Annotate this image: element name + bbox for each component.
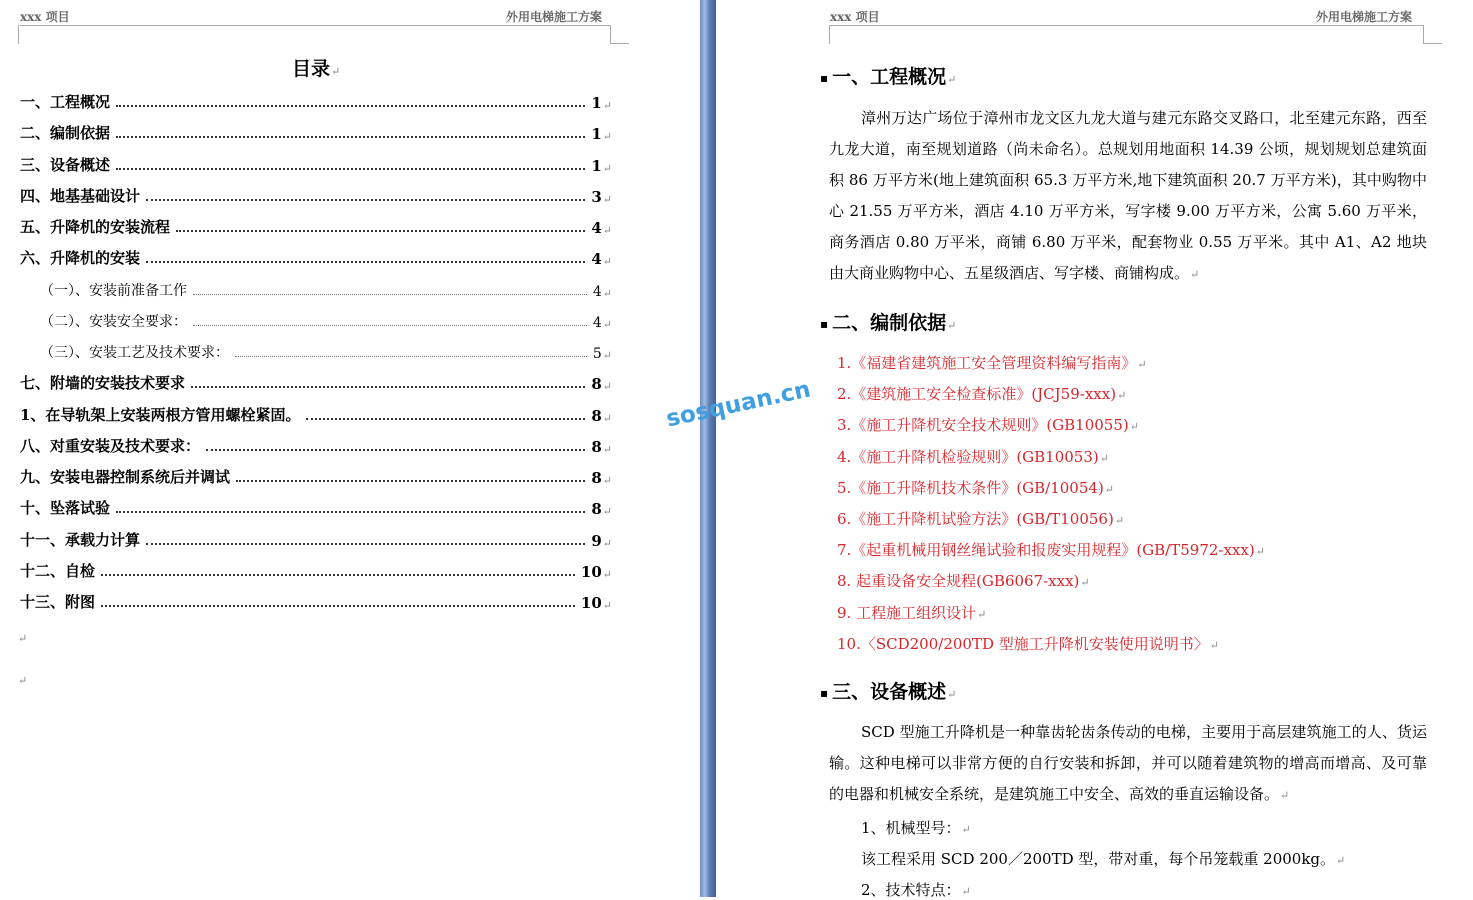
toc-entry-page: 1	[591, 94, 602, 112]
document-page-left	[0, 0, 700, 897]
toc-entry-label: （二）、安装安全要求：	[40, 313, 187, 330]
crop-mark-left	[806, 25, 830, 44]
toc-entry-page: 10	[580, 594, 602, 612]
toc-entry-label: （一）、安装前准备工作	[40, 282, 187, 299]
crop-mark-left	[0, 25, 19, 44]
reference-item	[837, 570, 1090, 591]
toc-entry-label: 十一、承载力计算	[20, 530, 141, 549]
toc-entry[interactable]	[20, 465, 612, 487]
toc-leader-dots	[306, 418, 585, 420]
paragraph-mark: ↵	[602, 317, 612, 331]
toc-leader-dots	[193, 294, 587, 295]
header-rule	[20, 25, 610, 26]
paragraph-mark: ↵	[602, 130, 612, 144]
toc-entry-label: 1、在导轨架上安装两根方管用螺栓紧固。	[20, 405, 301, 424]
toc-entry-page: 8	[591, 375, 602, 394]
toc-entry[interactable]	[20, 371, 612, 393]
reference-item	[837, 633, 1219, 654]
toc-entry-page: 5	[592, 346, 602, 362]
toc-leader-dots	[116, 136, 585, 138]
toc-leader-dots	[101, 574, 575, 576]
toc-entry[interactable]	[20, 121, 612, 143]
toc-leader-dots	[191, 386, 585, 388]
toc-entry-label: 九、安装电器控制系统后并调试	[20, 468, 231, 486]
reference-text: 4.《施工升降机检验规则》(GB10053)	[837, 447, 1099, 466]
toc-entry-label: 一、工程概况	[20, 93, 111, 111]
equipment-item-model: 1、机械型号：↵	[861, 819, 971, 837]
toc-leader-dots	[236, 480, 585, 482]
reference-text: 9. 工程施工组织设计	[837, 603, 977, 622]
paragraph-mark: ↵	[602, 161, 612, 175]
toc-entry[interactable]	[40, 278, 612, 300]
reference-item	[837, 383, 1126, 404]
paragraph-mark: ↵	[602, 411, 612, 425]
reference-item	[837, 508, 1124, 529]
page-divider	[700, 0, 716, 897]
toc-entry-page: 4	[592, 314, 602, 331]
toc-leader-dots	[146, 199, 585, 201]
reference-item	[837, 446, 1109, 467]
toc-entry-page: 4	[591, 219, 602, 237]
toc-entry-page: 9	[591, 531, 602, 550]
paragraph-mark: ↵	[602, 599, 612, 612]
paragraph-mark: ↵	[602, 536, 612, 550]
paragraph-mark: ↵	[602, 474, 612, 487]
toc-entry-page: 10	[580, 562, 602, 581]
toc-entry-page: 4	[592, 283, 602, 300]
toc-entry[interactable]	[20, 528, 612, 550]
paragraph-mark: ↵	[602, 224, 612, 237]
watermark: sosquan.cn	[664, 376, 813, 433]
toc-leader-dots	[206, 449, 585, 451]
paragraph-mark: ↵	[977, 607, 987, 621]
toc-entry-label: 二、编制依据	[20, 124, 111, 143]
reference-text: 10.〈SCD200/200TD 型施工升降机安装使用说明书〉	[837, 634, 1209, 653]
toc-leader-dots	[193, 325, 587, 326]
reference-text: 8. 起重设备安全规程(GB6067-xxx)	[837, 572, 1080, 591]
toc-entry[interactable]	[20, 215, 612, 237]
section-heading-overview: ▪ 一、工程概况↵	[820, 66, 957, 88]
paragraph-mark: ↵	[602, 567, 612, 581]
paragraph-mark: ↵	[602, 505, 612, 519]
toc-entry-label: 四、地基基础设计	[20, 186, 141, 205]
paragraph-mark: ↵	[602, 286, 612, 300]
toc-entry-label: 十二、自检	[20, 561, 96, 580]
toc-entry-label: 十三、附图	[20, 593, 96, 611]
header-doc-title: 外用电梯施工方案	[506, 10, 603, 24]
reference-text: 6.《施工升降机试验方法》(GB/T10056)	[837, 510, 1114, 528]
toc-leader-dots	[176, 230, 585, 232]
reference-item	[837, 477, 1114, 498]
reference-item	[837, 602, 986, 623]
toc-leader-dots	[116, 511, 585, 513]
paragraph-mark: ↵	[1137, 358, 1147, 371]
toc-entry-label: 三、设备概述	[20, 155, 111, 174]
paragraph-mark: ↵	[1080, 576, 1090, 590]
paragraph-mark: ↵	[602, 442, 612, 456]
toc-entry[interactable]	[20, 434, 612, 456]
toc-entry-label: 六、升降机的安装	[20, 249, 141, 268]
header-project: xxx 项目	[830, 10, 880, 24]
toc-entry-page: 1	[591, 156, 602, 175]
paragraph-mark: ↵	[602, 380, 612, 394]
toc-entry-page: 8	[591, 469, 602, 487]
crop-mark-right	[1423, 25, 1442, 44]
toc-entry-page: 8	[591, 500, 602, 519]
reference-text: 1.《福建省建筑施工安全管理资料编写指南》	[837, 354, 1137, 372]
reference-text: 2.《建筑施工安全检查标准》(JCJ59-xxx)	[837, 385, 1117, 404]
toc-leader-dots	[146, 543, 585, 545]
toc-entry-page: 3	[591, 187, 602, 206]
overview-paragraph: 漳州万达广场位于漳州市龙文区九龙大道与建元东路交叉路口，北至建元东路，西至九龙大道，南至规划道路（尚未命名）。总规划用地面积 14.39 公顷，规划规划总建筑面积 86 万平方米(地上建筑面积 65.3 万平方米,地下建筑面积 20.7 万平方米)，其中购物中心 21.55 万平方米，酒店 4.10 万平方米，写字楼 9.00 万平方米，公寓 5.60 万平米，商务酒店 0.80 万平米，商铺 6.80 万平米，配套物业 0.55 万平米。其中 A1、A2 地块由大商业购物中心、五星级酒店、写字楼、商铺构成。↵	[829, 109, 1427, 282]
paragraph-mark: ↵	[602, 255, 612, 269]
header-project: xxx 项目	[20, 10, 70, 24]
toc-entry-label: 十、坠落试验	[20, 499, 111, 518]
paragraph-mark: ↵	[1129, 420, 1139, 434]
toc-entry-label: 七、附墙的安装技术要求	[20, 374, 186, 393]
toc-entry[interactable]	[20, 90, 612, 112]
equipment-item-features: 2、技术特点：↵	[861, 881, 971, 899]
toc-leader-dots	[235, 356, 587, 357]
reference-item	[837, 352, 1147, 373]
reference-text: 7.《起重机械用钢丝绳试验和报废实用规程》(GB/T5972-xxx)	[837, 541, 1255, 560]
header-rule	[830, 25, 1423, 26]
equipment-paragraph: SCD 型施工升降机是一种靠齿轮齿条传动的电梯，主要用于高层建筑施工的人、货运输。这种电梯可以非常方便的自行安装和拆卸，并可以随着建筑物的增高而增高、及可靠的电器和机械安全系统，是建筑施工中安全、高效的垂直运输设备。↵	[829, 723, 1427, 803]
toc-entry[interactable]	[20, 153, 612, 175]
toc-entry-label: 五、升降机的安装流程	[20, 218, 171, 236]
toc-entry[interactable]	[20, 403, 612, 425]
toc-leader-dots	[146, 261, 585, 263]
paragraph-mark: ↵	[602, 192, 612, 206]
toc-leader-dots	[116, 105, 585, 107]
toc-entry[interactable]	[40, 340, 612, 362]
toc-title: 目录↵	[292, 58, 341, 80]
toc-entry[interactable]	[20, 246, 612, 268]
paragraph-mark: ↵	[1209, 638, 1219, 652]
paragraph-mark: ↵	[1114, 514, 1125, 527]
reference-text: 5.《施工升降机技术条件》(GB/10054)	[837, 478, 1104, 497]
reference-text: 3.《施工升降机安全技术规则》(GB10055)	[837, 416, 1129, 435]
toc-entry-page: 4	[591, 250, 602, 269]
toc-entry-page: 1	[591, 125, 602, 144]
equipment-model-description: 该工程采用 SCD 200／200TD 型，带对重，每个吊笼载重 2000kg。↵	[861, 850, 1346, 868]
toc-leader-dots	[116, 168, 585, 170]
header-doc-title: 外用电梯施工方案	[1316, 10, 1413, 24]
toc-entry-label: （三）、安装工艺及技术要求：	[40, 345, 229, 361]
toc-entry[interactable]	[20, 559, 612, 581]
reference-item	[837, 539, 1265, 560]
toc-entry[interactable]	[40, 309, 612, 331]
section-heading-equipment: ▪ 三、设备概述↵	[820, 681, 957, 703]
paragraph-mark: ↵	[1104, 482, 1115, 496]
paragraph-mark: ↵	[602, 349, 612, 362]
toc-entry-page: 8	[591, 406, 602, 425]
paragraph-mark: ↵	[18, 632, 28, 645]
paragraph-mark: ↵	[1117, 389, 1127, 403]
toc-leader-dots	[101, 605, 575, 607]
toc-entry[interactable]	[20, 496, 612, 518]
paragraph-mark: ↵	[18, 674, 28, 687]
paragraph-mark: ↵	[1099, 451, 1109, 465]
paragraph-mark: ↵	[1255, 545, 1265, 559]
toc-entry-label: 八、对重安装及技术要求：	[20, 436, 201, 455]
paragraph-mark: ↵	[602, 99, 612, 112]
toc-entry-page: 8	[591, 437, 602, 456]
section-heading-basis: ▪ 二、编制依据↵	[820, 312, 957, 334]
reference-item	[837, 414, 1139, 435]
toc-entry[interactable]	[20, 590, 612, 612]
toc-entry[interactable]	[20, 184, 612, 206]
crop-mark-right	[610, 25, 629, 44]
